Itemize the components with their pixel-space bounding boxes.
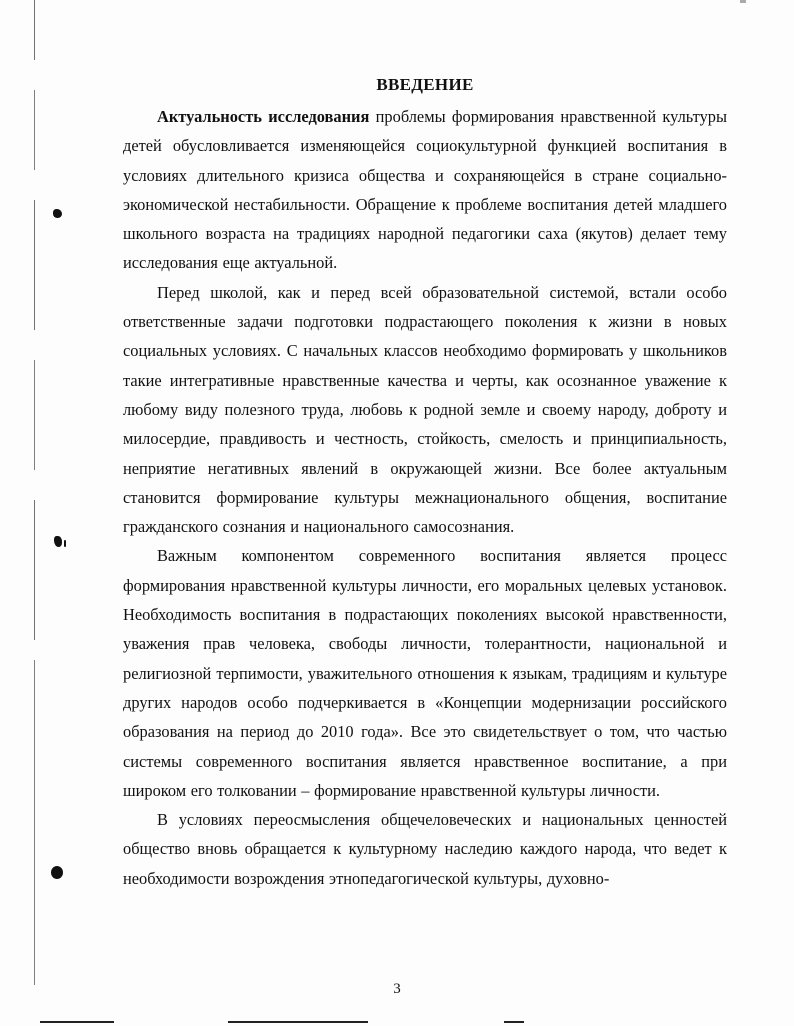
scan-speck [51, 866, 63, 879]
scan-speck [54, 536, 62, 547]
scan-speck [64, 540, 66, 547]
scan-artifact-bottom [40, 1021, 114, 1023]
paragraph-school-tasks: Перед школой, как и перед всей образовательной системой, встали особо ответственные задачи подготовки подрастающего поколения к жизни в новых социальных условиях. С начальных классов необходимо формировать у школьников такие интегративные нравственные качества и черты, как осознанное уважение к любому виду полезного труда, любовь к родной земле и своему народу, доброту и милосердие, правдивость и честность, стойкость, смелость и принципиальность, неприятие негативных явлений в окружающей жизни. Все более актуальным становится формирование культуры межнационального общения, воспитание гражданского сознания и национального самосознания. [123, 282, 727, 537]
scan-speck [53, 209, 62, 218]
paragraph-relevance [123, 102, 727, 278]
section-heading: ВВЕДЕНИЕ [376, 75, 474, 94]
scan-artifact-bottom [504, 1021, 524, 1023]
paragraph-text: проблемы формирования нравственной культуры детей обусловливается изменяющейся социокультурной функцией воспитания в условиях длительного кризиса общества и сохраняющейся в стране социально-экономической нестабильности. Обращение к проблеме воспитания детей младшего школьного возраста на традициях народной педагогики саха (якутов) делает тему исследования еще актуальной. [123, 107, 727, 273]
document-body [123, 72, 727, 893]
scan-edge-line [34, 0, 35, 985]
page-number: 3 [393, 981, 401, 997]
paragraph-moral-culture: Важным компонентом современного воспитания является процесс формирования нравственной культуры личности, его моральных целевых установок. Необходимость воспитания в подрастающих поколениях высокой нравственности, уважения прав человека, свободы личности, толерантности, национальной и религиозной терпимости, уважительного отношения к языкам, традициям и культуре других народов особо подчеркивается в «Концепции модернизации российского образования на период до 2010 года». Все это свидетельствует о том, что частью системы современного воспитания является нравственное воспитание, а при широком его толковании – формирование нравственной культуры личности. [123, 546, 727, 800]
paragraph-cultural-heritage: В условиях переосмысления общечеловеческих и национальных ценностей общество вновь обращается к культурному наследию каждого народа, что ведет к необходимости возрождения этнопедагогической культуры, духовно- [123, 810, 727, 888]
paragraph-lead: Актуальность исследования [157, 107, 370, 126]
scan-artifact-bottom [228, 1021, 368, 1023]
scan-artifact-top [740, 0, 746, 3]
